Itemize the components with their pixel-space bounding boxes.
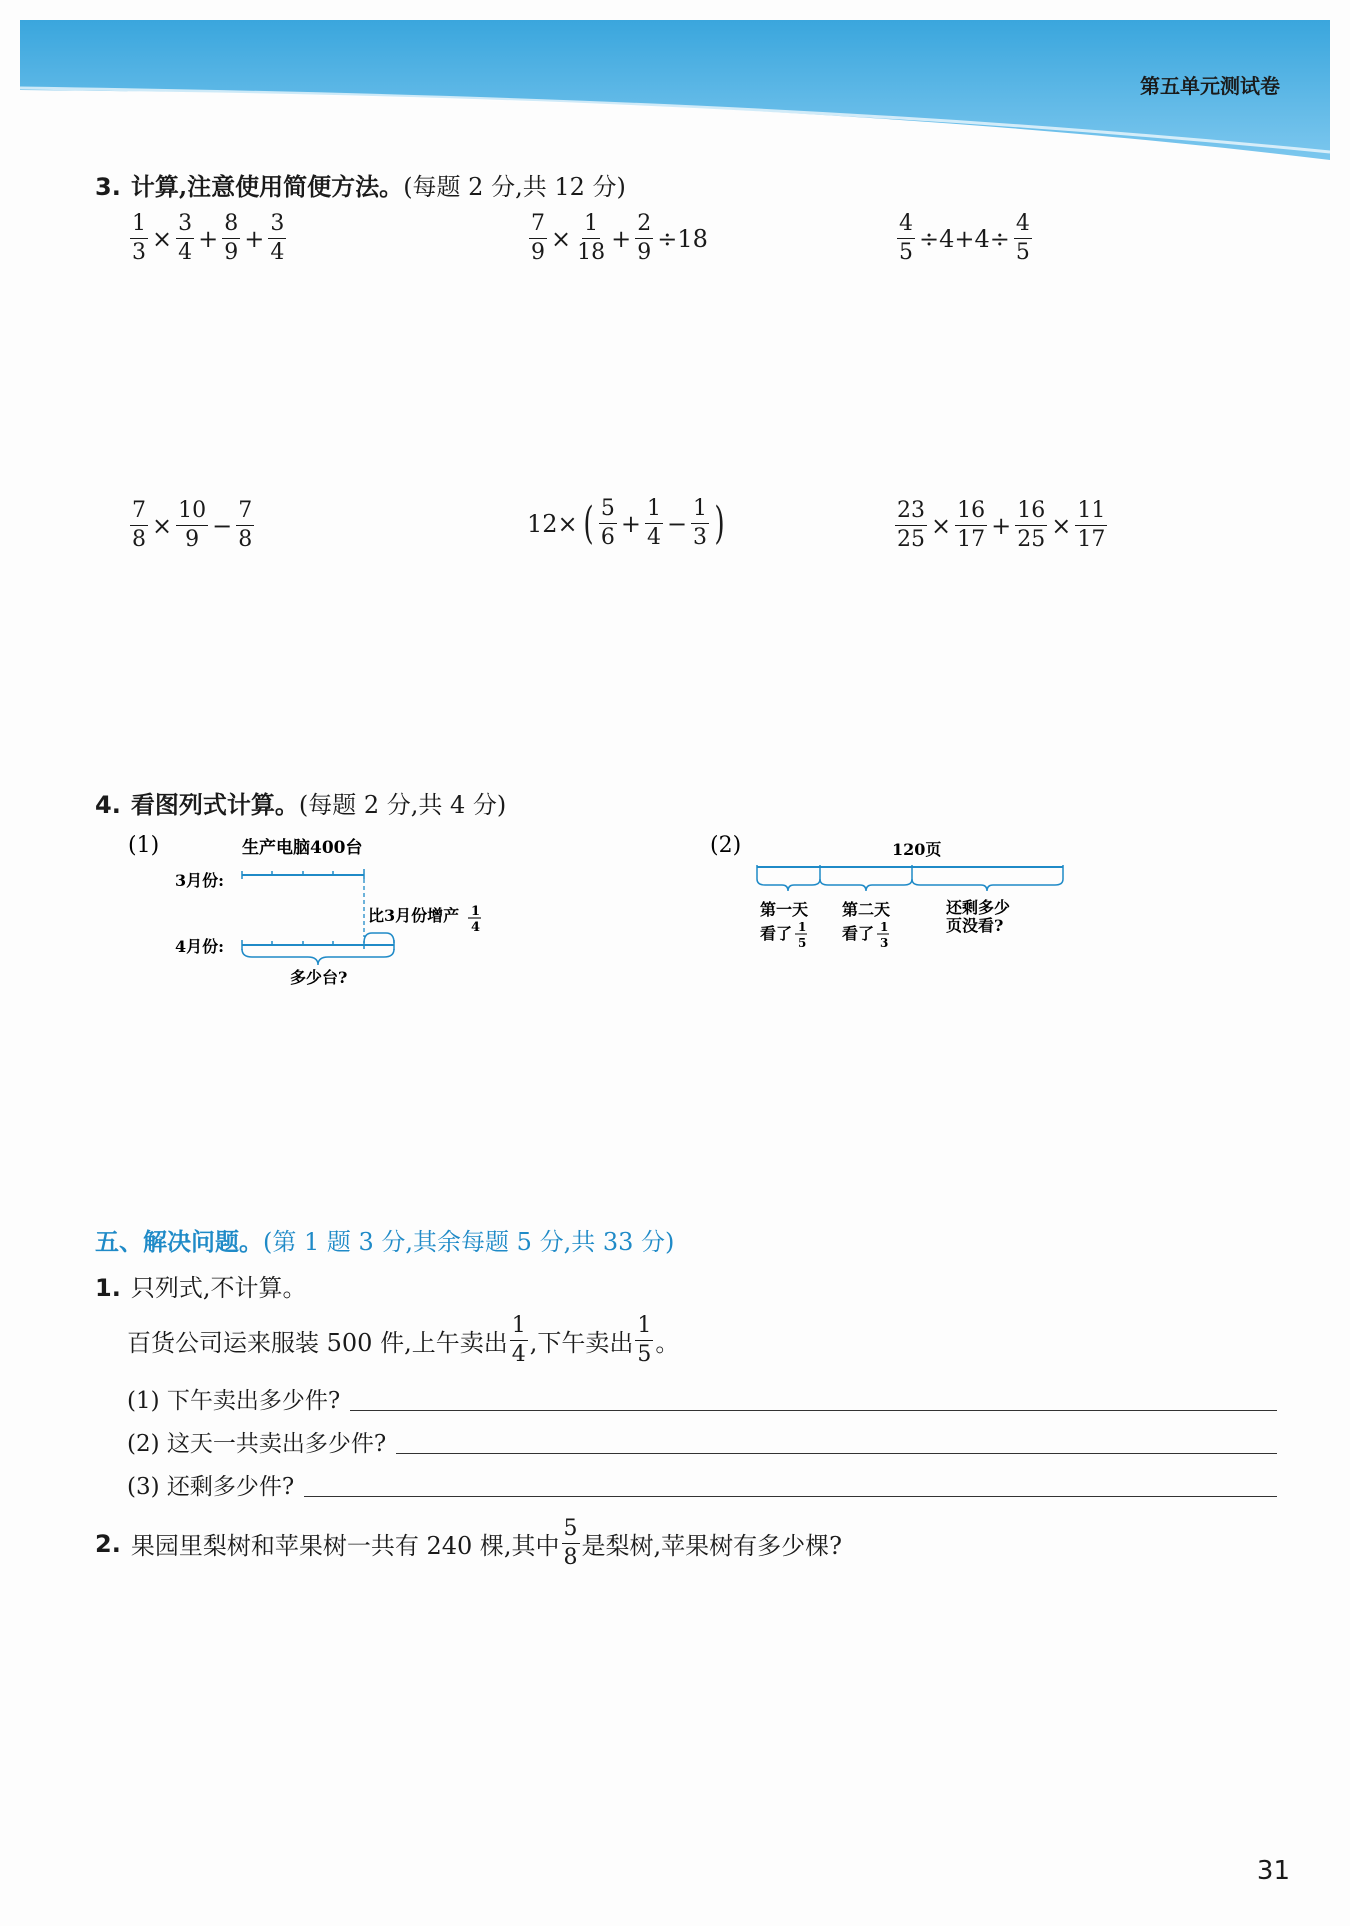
q3-title — [95, 167, 626, 202]
p1-title — [95, 1268, 306, 1303]
fig2-day1-d: 5 — [798, 936, 807, 950]
p1-sub-3-answer-line[interactable] — [304, 1495, 1277, 1497]
fig2-day2-b: 看了 — [842, 924, 875, 943]
q3-title-text: 计算,注意使用简便方法。 — [130, 172, 404, 201]
p2-text-a: 果园里梨树和苹果树一共有 240 棵,其中 — [130, 1532, 560, 1560]
p1-text-c: 。 — [655, 1329, 680, 1357]
expr-6: $\frac{23}{25}$ × $\frac{16}{17}$ + $\frac{16}{25}$ × $\frac{11}{17}$ — [897, 498, 1106, 552]
expr-2: $\frac{7}{9}$ × $\frac{1}{18}$ + $\frac{2}{9}$ ÷18 — [531, 211, 708, 265]
p1-sub-1-text: (1) 下午卖出多少件? — [127, 1388, 341, 1414]
fig1-side-frac-d: 4 — [471, 920, 481, 935]
fig2-day2-d: 3 — [880, 936, 889, 950]
fig2-day1-b: 看了 — [760, 924, 793, 943]
q4-title-text: 看图列式计算。 — [130, 790, 299, 819]
q3-number: 3. — [95, 173, 121, 201]
p1-sub-3-text: (3) 还剩多少件? — [127, 1474, 295, 1500]
p1-statement: 百货公司运来服装 500 件,上午卖出 $\frac{1}{4}$ ,下午卖出 $\frac{1}{5}$ 。 — [127, 1313, 680, 1367]
fig2-label: (2) — [710, 833, 742, 858]
p1-sub-2-answer-line[interactable] — [396, 1452, 1277, 1454]
section-5-title-text: 五、解决问题。 — [95, 1227, 263, 1256]
expr-1: $\frac{1}{3}$ × $\frac{3}{4}$ + $\frac{8}{9}$ + $\frac{3}{4}$ — [132, 211, 285, 265]
q4-note: (每题 2 分,共 4 分) — [298, 791, 507, 819]
p1-number: 1. — [95, 1274, 121, 1302]
figure-2 — [700, 825, 1100, 965]
q3-note: (每题 2 分,共 12 分) — [403, 173, 626, 201]
fig2-day2-a: 第二天 — [842, 900, 891, 919]
p1-sub-1-answer-line[interactable] — [350, 1409, 1277, 1411]
expr-4: $\frac{7}{8}$ × $\frac{10}{9}$ − $\frac{7}{8}$ — [132, 498, 253, 552]
fig2-rest-a: 还剩多少 — [946, 898, 1011, 917]
p2-text-b: 是梨树,苹果树有多少棵? — [581, 1532, 843, 1560]
fig1-row1-label: 3月份: — [175, 871, 225, 890]
fig2-top-text: 120页 — [892, 840, 942, 859]
figure-1 — [120, 825, 520, 995]
expr-5: 12× ( $\frac{5}{6}$ + $\frac{1}{4}$ − $\frac{1}{3}$ ) — [527, 496, 725, 550]
p2-number: 2. — [95, 1529, 121, 1558]
expr-3: $\frac{4}{5}$ ÷4+4÷ $\frac{4}{5}$ — [899, 211, 1030, 265]
fig1-bottom-text: 多少台? — [290, 968, 348, 987]
fig2-day1-a: 第一天 — [760, 900, 809, 919]
q4-number: 4. — [95, 791, 121, 819]
fig2-day1-n: 1 — [798, 920, 807, 934]
p1-sub-1 — [127, 1382, 1277, 1415]
fig1-row2-label: 4月份: — [175, 937, 225, 956]
p1-text-a: 百货公司运来服装 500 件,上午卖出 — [127, 1329, 508, 1357]
fig1-top-text: 生产电脑400台 — [242, 838, 363, 858]
fig1-side-text: 比3月份增产 — [368, 906, 460, 925]
section-5-note: (第 1 题 3 分,其余每题 5 分,共 33 分) — [263, 1228, 675, 1256]
page-number: 31 — [1256, 1856, 1290, 1886]
p1-text-b: ,下午卖出 — [529, 1329, 634, 1357]
p1-sub-2 — [127, 1425, 1277, 1458]
fig2-day2-n: 1 — [880, 920, 889, 934]
section-5-title — [95, 1222, 674, 1257]
fig1-label: (1) — [128, 833, 160, 858]
q4-title — [95, 785, 506, 820]
p1-sub-3 — [127, 1468, 1277, 1501]
p2-statement: 2. 果园里梨树和苹果树一共有 240 棵,其中 $\frac{5}{8}$ 是梨树,苹果树有多少棵? — [95, 1516, 843, 1570]
fig1-side-frac-n: 1 — [471, 904, 481, 919]
p1-title-text: 只列式,不计算。 — [130, 1274, 307, 1302]
header-title: 第五单元测试卷 — [1140, 74, 1280, 98]
fig2-rest-b: 页没看? — [946, 916, 1004, 935]
p1-sub-2-text: (2) 这天一共卖出多少件? — [127, 1431, 387, 1457]
